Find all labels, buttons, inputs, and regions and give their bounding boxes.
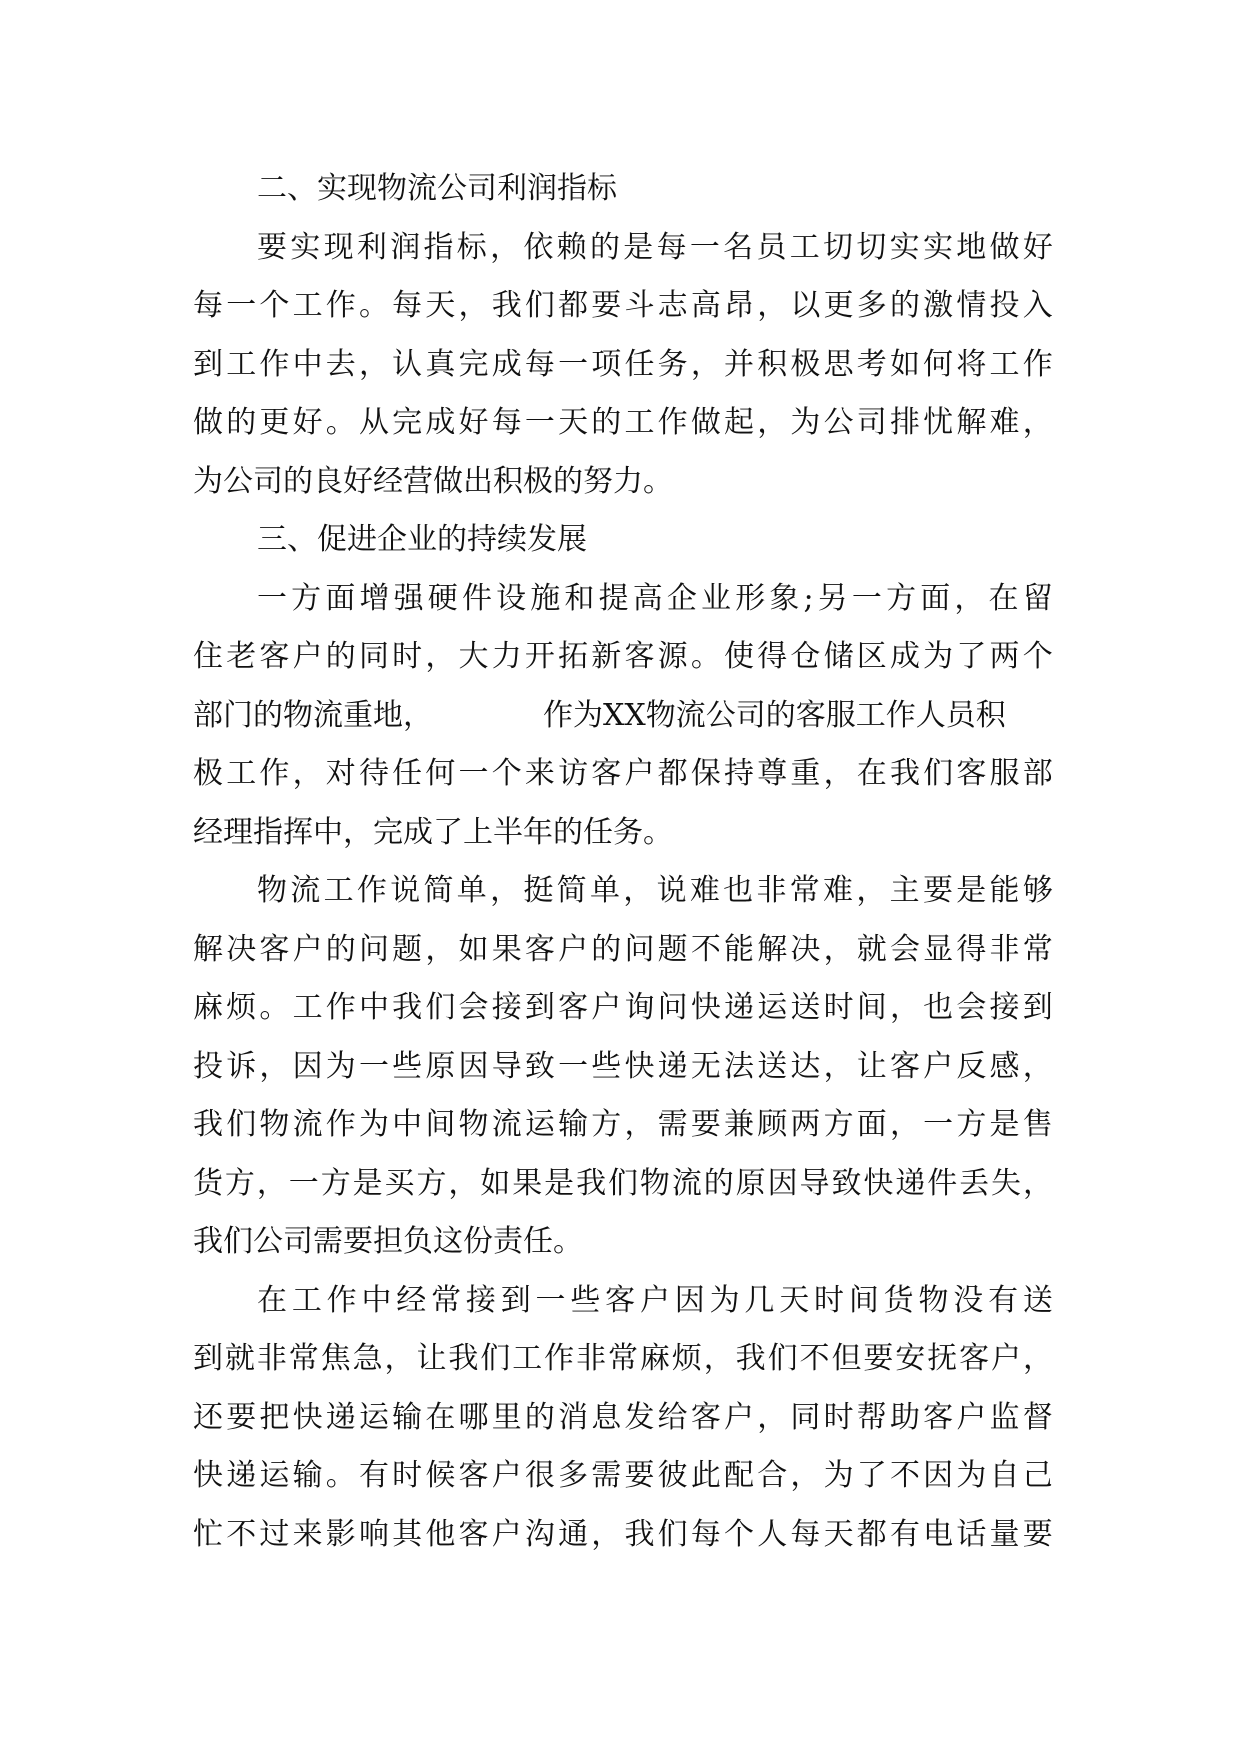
text-segment: 我们公司需要担负这份责任。 xyxy=(193,1224,583,1259)
text-segment: 为公司的良好经营做出积极的努力。 xyxy=(193,463,673,499)
text-segment: 部门的物流重地， xyxy=(193,697,433,733)
text-segment: 作为XX物流公司的客服工作人员积 xyxy=(543,697,1006,733)
text-line: 解 决 客 户 的 问 题 ， 如 果 客 户 的 问 题 不 能 解 决 ， 就 会 显 得 非 常 xyxy=(193,931,1053,967)
text-line xyxy=(193,511,1053,570)
text-line: 到 就 非 常 焦 急 ， 让 我 们 工 作 非 常 麻 烦 ， 我 们 不 但 要 安 抚 客 户 ， xyxy=(193,1341,1053,1376)
text-line xyxy=(193,1213,1053,1272)
text-line: 我 们 物 流 作 为 中 间 物 流 运 输 方 ， 需 要 兼 顾 两 方 面 ， 一 方 是 售 xyxy=(193,1107,1053,1142)
text-line: 忙 不 过 来 影 响 其 他 客 户 沟 通 ， 我 们 每 个 人 每 天 都 有 电 话 量 要 xyxy=(193,1516,1053,1552)
text-line: 在 工 作 中 经 常 接 到 一 些 客 户 因 为 几 天 时 间 货 物 没 有 送 xyxy=(257,1282,1053,1318)
text-segment: 经理指挥中，完成了上半年的任务。 xyxy=(193,814,673,850)
text-line: 投 诉 ， 因 为 一 些 原 因 导 致 一 些 快 递 无 法 送 达 ， 让 客 户 反 感 ， xyxy=(193,1048,1053,1084)
text-line: 麻 烦 。 工 作 中 我 们 会 接 到 客 户 询 问 快 递 运 送 时 间 ， 也 会 接 到 xyxy=(193,990,1053,1025)
text-line: 每 一 个 工 作 。 每 天 ， 我 们 都 要 斗 志 高 昂 ， 以 更 多 的 激 情 投 入 xyxy=(193,288,1053,323)
text-line xyxy=(193,687,1053,746)
text-line: 货 方 ， 一 方 是 买 方 ， 如 果 是 我 们 物 流 的 原 因 导 致 快 递 件 丢 失 ， xyxy=(193,1165,1053,1201)
text-line: 极 工 作 ， 对 待 任 何 一 个 来 访 客 户 都 保 持 尊 重 ， 在 我 们 客 服 部 xyxy=(193,756,1053,791)
text-line: 要 实 现 利 润 指 标 ， 依 赖 的 是 每 一 名 员 工 切 切 实 实 地 做 好 xyxy=(257,229,1053,265)
text-segment: 三、促进企业的持续发展 xyxy=(257,522,587,557)
text-line: 住 老 客 户 的 同 时 ， 大 力 开 拓 新 客 源 。 使 得 仓 储 区 成 为 了 两 个 xyxy=(193,639,1053,674)
text-line: 一 方 面 增 强 硬 件 设 施 和 提 高 企 业 形 象 ; 另 一 方 面 ， 在 留 xyxy=(257,580,1053,616)
text-line: 还 要 把 快 递 运 输 在 哪 里 的 消 息 发 给 客 户 ， 同 时 帮 助 客 户 监 督 xyxy=(193,1399,1053,1435)
text-line: 做 的 更 好 。 从 完 成 好 每 一 天 的 工 作 做 起 ， 为 公 司 排 忧 解 难 ， xyxy=(193,405,1053,440)
text-line xyxy=(193,160,1053,219)
document-body xyxy=(193,160,1053,1564)
text-line xyxy=(193,804,1053,863)
text-line: 快 递 运 输 。 有 时 候 客 户 很 多 需 要 彼 此 配 合 ， 为 了 不 因 为 自 己 xyxy=(193,1458,1053,1493)
text-segment: 二、实现物流公司利润指标 xyxy=(257,171,617,206)
text-line xyxy=(193,453,1053,512)
text-line: 到 工 作 中 去 ， 认 真 完 成 每 一 项 任 务 ， 并 积 极 思 考 如 何 将 工 作 xyxy=(193,346,1053,382)
text-line: 物 流 工 作 说 简 单 ， 挺 简 单 ， 说 难 也 非 常 难 ， 主 要 是 能 够 xyxy=(257,873,1053,908)
